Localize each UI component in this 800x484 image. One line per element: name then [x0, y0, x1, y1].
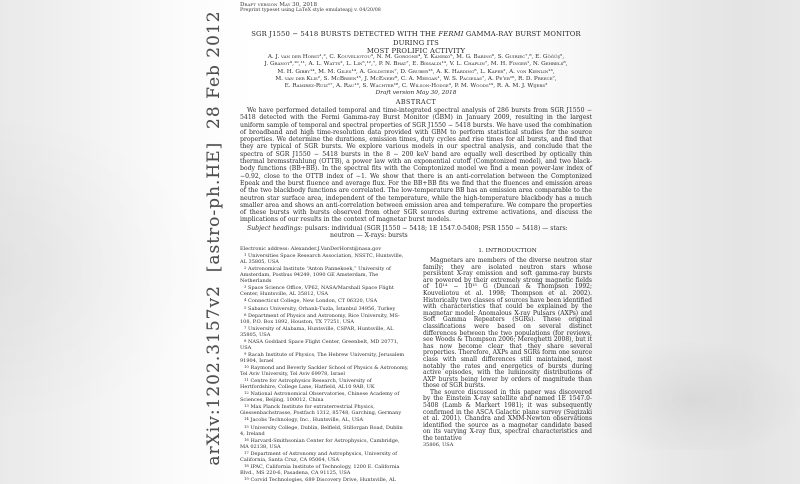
footnote-number: 10: [244, 364, 249, 370]
footnote-text: Department of Physics and Astronomy, Rice University, MS-108, P.O. Box 1892, Houston, TX 77251, USA: [240, 313, 400, 325]
footnote-item: [240, 284, 409, 297]
author-line: E. Ramirez-Ruiz¹⁷, A. Rau¹³, S. Wachter¹⁸, C. Wilson-Hodge³, P. M. Woods¹⁹, R. A. M. J. Wijers²: [284, 83, 548, 90]
footnote-item: [240, 325, 409, 338]
author-line: M. van der Klis², S. McBreen¹⁵, J. McEnery⁸, C. A. Meegan¹, W. S. Paciesas⁷, A. Pe'er¹⁶, R. D. Preece⁷,: [275, 75, 557, 82]
footnote-text: Centre for Astrophysics Research, University of Hertfordshire, College Lane, Hatfield, AL10 9AB, UK: [240, 378, 375, 390]
footnote-number: 4: [244, 297, 247, 302]
footnote-item: [240, 297, 409, 305]
introduction-paragraphs: [423, 258, 592, 443]
title-line2: MOST PROLIFIC ACTIVITY: [366, 47, 466, 56]
right-column-introduction: [423, 247, 592, 450]
author-line: A. J. van der Horst¹,², C. Kouveliotou³, N. M. Gorgone⁴, Y. Kaneko⁵, M. G. Baring⁶, S. Guiriec⁷,⁸, E. Göğüş⁵,: [267, 54, 565, 60]
introduction-paragraph: The source discussed in this paper was discovered by the Einstein X-ray satellite and named 1E 1547.0-5408 (Lamb & Markert 1981); it was subsequently confirmed in the ASCA Galactic plane survey (Sugizaki et al. 2001). Chandra and XMM-Newton observations identified the source as a magnetar candidate based on its varying X-ray flux, spectral characteristics and the tentative: [423, 388, 592, 443]
subject-headings-text: pulsars: individual (SGR J1550 − 5418; 1E 1547.0-5408; PSR 1550 − 5418) — stars: neutron — X-rays: bursts: [304, 224, 568, 240]
footnote-number: 2: [244, 265, 247, 271]
abstract-text: We have performed detailed temporal and time-integrated spectral analysis of 286 bursts from SGR J1550 − 5418 detected with the Fermi Gamma-ray Burst Monitor (GBM) in January 2009, resulting in the largest uniform sample of temporal and spectral properties of SGR J1550 − 5418 bursts. We have used the combination of broadband and high time-resolution data provided with GBM to perform statistical studies for the source properties. We determine the durations, emission times, duty cycles and rise times for all bursts, and find that they are typical of SGR bursts. We explore various models in our spectral analysis, and conclude that the spectra of SGR J1550 − 5418 bursts in the 8 − 200 keV band are equally well described by optically thin thermal bremsstrahlung (OTTB), a power law with an exponential cutoff (Comptonized model), and two black-body functions (BB+BB). In the spectral fits with the Comptonized model we find a mean power-law index of −0.92, close to the OTTB index of −1. We show that there is an anti-correlation between the Comptonized Epeak and the burst fluence and average flux. For the BB+BB fits we find that the fluences and emission areas of the two blackbody functions are correlated. The low-temperature BB has an emission area comparable to the neutron star surface area, independent of the temperature, while the high-temperature blackbody has a much smaller area and shows an anti-correlation between emission area and temperature. We compare the properties of these bursts with bursts observed from other SGR sources during extreme activations, and discuss the implications of our results in the context of magnetar burst models.: [240, 107, 592, 224]
abstract-heading: ABSTRACT: [395, 98, 437, 106]
subject-headings: [240, 225, 592, 240]
footnote-item: [240, 364, 409, 377]
footnote-text: Max Planck Institute for extraterrestrial Physics, Giessenbachstrasse, Postfach 1312, 85748, Garching, Germany: [240, 404, 402, 416]
footnote-item: [240, 424, 409, 437]
footnote-item: [240, 338, 409, 351]
footnote-text: NASA Goddard Space Flight Center, Greenbelt, MD 20771, USA: [240, 339, 399, 351]
footnote-text: Astronomical Institute “Anton Pannekoek,” University of Amsterdam, Postbus 94249, 1090 GE Amsterdam, The Netherlands: [240, 266, 391, 284]
masthead: [240, 2, 592, 14]
introduction-paragraph: Magnetars are members of the diverse neutron star family; they are isolated neutron stars whose persistent X-ray emission and soft gamma-ray bursts are powered by their extremely strong magnetic fields of 10¹⁴ − 10¹⁵ G (Duncan & Thompson 1992; Kouveliotou et al. 1998; Thompson et al. 2002). Historically two classes of sources have been identified with characteristics that could be explained by the magnetar model: Anomalous X-ray Pulsars (AXPs) and Soft Gamma Repeaters (SGRs). These original classifications were based on several distinct differences between the two populations (for reviews, see Woods & Thompson 2006; Mereghetti 2008), but it has now become clear that they share several properties. Therefore, AXPs and SGRs form one source class with small differences still maintained, most notably the rates and energetics of bursts during active episodes, with the luminosity distributions of AXP bursts being lower by orders of magnitude than those of SGR bursts.: [423, 257, 592, 390]
footnote-number: 15: [244, 423, 249, 429]
footnote-text: Raymond and Beverly Sackler School of Physics & Astronomy, Tel Aviv University, Tel Aviv 69978, Israel: [240, 365, 409, 377]
paper-title: [240, 30, 592, 56]
footnote-item: [240, 416, 409, 424]
footnote-text: National Astronomical Observatories, Chinese Academy of Sciences, Beijing, 100012, China: [240, 391, 400, 403]
footnote-item: [240, 476, 409, 484]
author-line: J. Granot⁹,¹⁰,¹¹, A. L. Watts², L. Lin⁵,¹²,⁷, P. N. Bhat⁷, E. Bissaldi¹³, V. L. Chaplin⁷, M. H. Finger¹, N. Gehrels⁸,: [264, 61, 568, 68]
footnote-item: [240, 305, 409, 313]
footnote-item: [240, 351, 409, 364]
title-part-post: GAMMA-RAY BURST MONITOR DURING ITS: [393, 30, 581, 47]
footnote-number: 12: [244, 390, 249, 396]
footnote-number: 7: [244, 325, 247, 331]
title-part-pre: SGR J1550 − 5418 BURSTS DETECTED WITH THE: [251, 30, 439, 38]
footnote-text: Sabancı University, Orhanlı-Tuzla, İstanbul 34956, Turkey: [248, 305, 396, 312]
title-part-fermi: FERMI: [438, 30, 464, 38]
footnote-text: Racah Institute of Physics, The Hebrew University, Jerusalem 91904, Israel: [240, 352, 405, 364]
footnote-item: [240, 312, 409, 325]
footnote-number: 19: [244, 476, 249, 482]
footnote-number: 5: [244, 304, 247, 310]
footnote-number: 6: [244, 312, 247, 318]
footnote-text: Space Science Office, VP62, NASA/Marshall Space Flight Center, Huntsville, AL 35812, USA: [240, 285, 394, 297]
footnote-item: [240, 265, 409, 283]
footnote-text: Jacobs Technology, Inc., Huntsville, AL, USA: [250, 417, 364, 424]
footnote-item: [240, 450, 409, 463]
footnote-number: 3: [244, 283, 247, 289]
footnote-item: [240, 463, 409, 476]
footnote-text: Corvid Technologies, 689 Discovery Drive, Huntsville, AL: [250, 477, 396, 484]
footnote-text: Harvard-Smithsonian Center for Astrophysics, Cambridge, MA 02138, USA: [240, 438, 400, 450]
abstract-section: [240, 107, 592, 246]
preprint-note-line: Preprint typeset using LaTeX style emulateapj v. 04/20/08: [240, 8, 381, 14]
footnote-text: Connecticut College, New London, CT 06320, USA: [248, 298, 378, 305]
draft-version-line: Draft version May 30, 2018: [240, 2, 318, 8]
footnote-number: 17: [244, 450, 249, 456]
footnote-number: 1: [244, 252, 247, 258]
footnote-item: [240, 403, 409, 416]
footnote-number: 18: [244, 463, 249, 469]
affiliation-footnotes: [240, 252, 409, 483]
section-heading-introduction: 1. INTRODUCTION: [478, 248, 537, 254]
footnote-number: 16: [244, 437, 249, 443]
arxiv-identifier-stamp: arXiv:1202.3157v2 [astro-ph.HE] 28 Feb 2012: [204, 10, 224, 466]
footnote-number: 14: [244, 416, 249, 422]
footnote-continuation: 35806, USA: [423, 441, 454, 448]
left-column-affiliations: [240, 246, 409, 484]
footnote-number: 13: [244, 403, 249, 409]
footnote-item: [240, 252, 409, 265]
footnote-item: [240, 437, 409, 450]
footnote-text: Department of Astronomy and Astrophysics, University of California, Santa Cruz, CA 95064, USA: [240, 451, 398, 463]
footnote-text: University College, Dublin, Belfield, Stillorgan Road, Dublin 4, Ireland: [240, 425, 403, 437]
footnote-text: University of Alabama, Huntsville, CSPAR, Huntsville, AL 35805, USA: [240, 326, 394, 338]
footnote-number: 8: [244, 338, 247, 344]
footnote-item: [240, 390, 409, 403]
author-list: [236, 54, 596, 90]
footnote-text: Universities Space Research Association, NSSTC, Huntsville, AL 35805, USA: [240, 253, 404, 266]
electronic-address: Electronic address: Alexander.J.VanDerHorst@nasa.gov: [240, 246, 382, 252]
two-column-body: [240, 246, 592, 484]
footnote-item: [240, 377, 409, 390]
subject-headings-label: Subject headings:: [247, 224, 303, 232]
footnote-number: 9: [244, 351, 247, 357]
footnote-number: 11: [244, 377, 249, 383]
footnote-text: IPAC, California Institute of Technology, 1200 E. California Blvd., MS 220-6, Pasadena, CA 91125, USA: [240, 464, 400, 476]
dateline: Draft version May 30, 2018: [375, 90, 457, 96]
author-line: M. H. Gibby¹⁴, M. M. Giles¹⁴, A. Goldstein⁷, D. Gruber¹³, A. K. Harding⁸, L. Kaper², A. von Kienlin¹³,: [277, 68, 555, 75]
